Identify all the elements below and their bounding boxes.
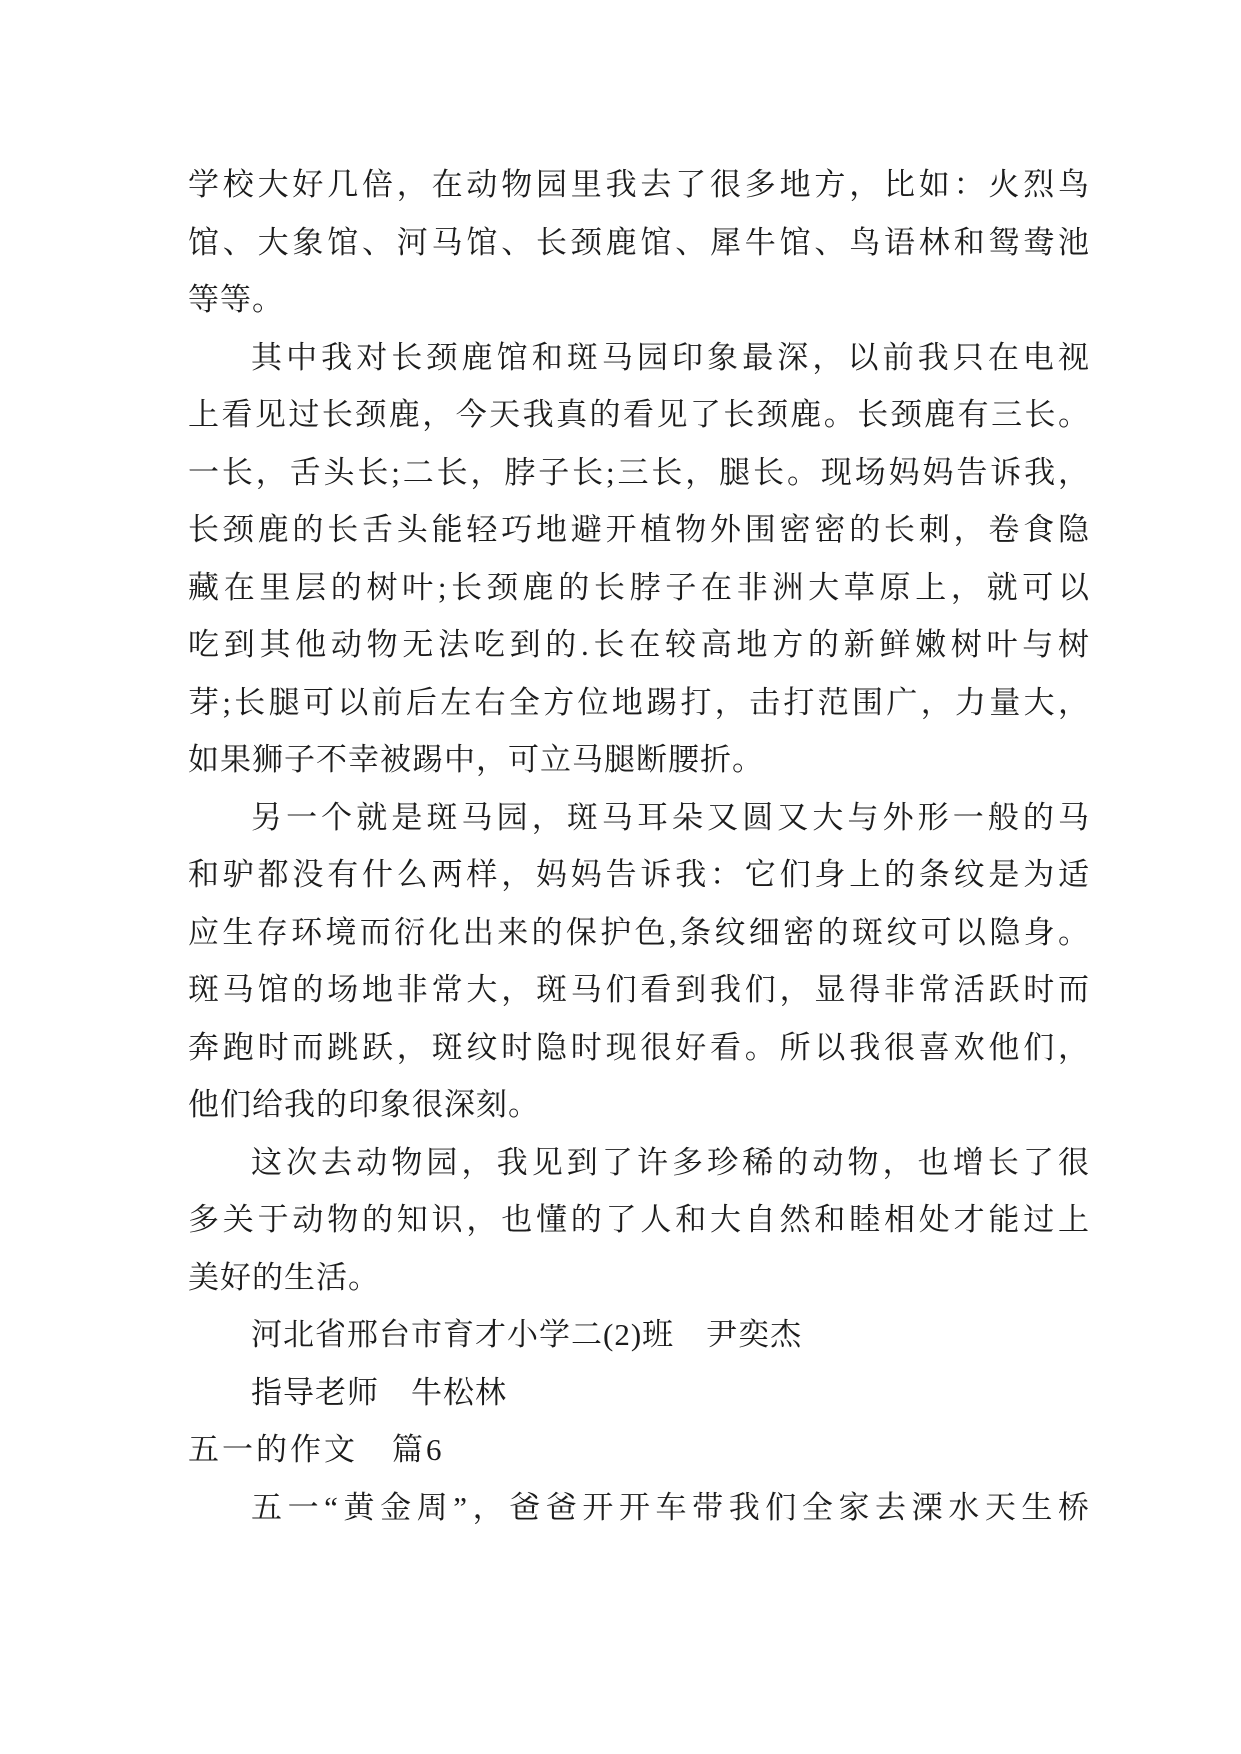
text-line: 美好的生活。 <box>188 1259 380 1295</box>
essay-text-block <box>188 156 1090 1536</box>
text-line: 学校大好几倍，在动物园里我去了很多地方，比如：火烈鸟 <box>188 167 1090 202</box>
signature-line: 河北省邢台市育才小学二(2)班 尹奕杰 <box>251 1317 803 1352</box>
text-line: 一长，舌头长;二长，脖子长;三长，腿长。现场妈妈告诉我， <box>188 454 1090 490</box>
text-line: 其中我对长颈鹿馆和斑马园印象最深，以前我只在电视 <box>251 339 1090 375</box>
text-line: 长颈鹿的长舌头能轻巧地避开植物外围密密的长刺，卷食隐 <box>188 512 1090 547</box>
text-line: 藏在里层的树叶;长颈鹿的长脖子在非洲大草原上，就可以 <box>188 569 1090 605</box>
text-line: 这次去动物园，我见到了许多珍稀的动物，也增长了很 <box>251 1144 1090 1180</box>
text-line: 芽;长腿可以前后左右全方位地踢打，击打范围广，力量大， <box>188 684 1090 720</box>
text-line: 如果狮子不幸被踢中，可立马腿断腰折。 <box>188 742 764 777</box>
signature-line: 指导老师 牛松林 <box>251 1374 507 1410</box>
text-line: 多关于动物的知识，也懂的了人和大自然和睦相处才能过上 <box>188 1202 1090 1237</box>
text-line: 吃到其他动物无法吃到的.长在较高地方的新鲜嫩树叶与树 <box>188 627 1090 662</box>
text-line: 他们给我的印象很深刻。 <box>188 1087 540 1122</box>
section-heading: 五一的作文 篇6 <box>188 1432 445 1467</box>
text-line: 上看见过长颈鹿，今天我真的看见了长颈鹿。长颈鹿有三长。 <box>188 397 1090 432</box>
text-line: 馆、大象馆、河马馆、长颈鹿馆、犀牛馆、鸟语林和鸳鸯池 <box>188 224 1090 260</box>
text-line: 和驴都没有什么两样，妈妈告诉我：它们身上的条纹是为适 <box>188 857 1090 892</box>
text-line: 另一个就是斑马园，斑马耳朵又圆又大与外形一般的马 <box>251 799 1090 835</box>
text-line: 应生存环境而衍化出来的保护色,条纹细密的斑纹可以隐身。 <box>188 914 1090 950</box>
text-line: 奔跑时而跳跃，斑纹时隐时现很好看。所以我很喜欢他们， <box>188 1029 1090 1065</box>
text-line: 等等。 <box>188 282 284 317</box>
text-line: 五一“黄金周”，爸爸开开车带我们全家去溧水天生桥 <box>251 1489 1090 1525</box>
text-line: 斑马馆的场地非常大，斑马们看到我们，显得非常活跃时而 <box>188 972 1090 1007</box>
